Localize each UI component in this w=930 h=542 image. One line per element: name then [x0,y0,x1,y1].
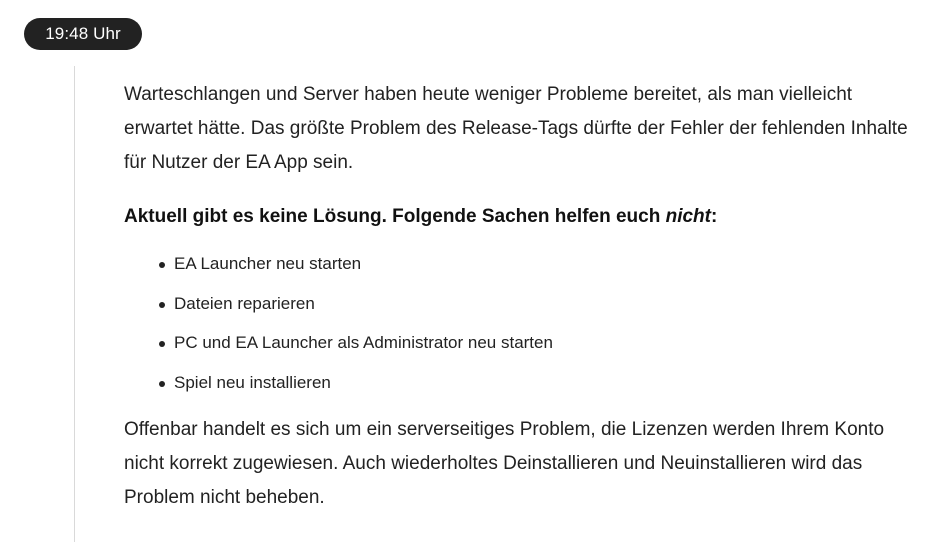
liveticker-entry [124,78,930,515]
timestamp-badge: 19:48 Uhr [24,18,142,50]
list-item [124,294,930,314]
bullet-list [124,254,930,393]
bullet-icon [159,381,165,387]
list-item-label: EA Launcher neu starten [174,254,362,273]
list-item-label: Spiel neu installieren [174,372,331,392]
outro-paragraph [124,413,930,515]
intro-line: erwartet hätte. Das größte Problem des Release-Tags dürfte der Fehler der fehlenden Inhalte [124,118,908,139]
bullet-icon [159,302,165,308]
section-heading [124,200,930,234]
intro-line: Warteschlangen und Server haben heute weniger Probleme bereitet, als man vielleicht [124,84,853,105]
bullet-icon [159,341,165,347]
timeline-divider [74,66,75,542]
intro-line: für Nutzer der EA App sein. [124,152,354,173]
list-item [124,254,930,274]
intro-paragraph [124,78,930,180]
heading-emphasis: nicht [665,206,711,227]
outro-line: nicht korrekt zugewiesen. Auch wiederholtes Deinstallieren und Neuinstallieren wird das [124,452,863,474]
list-item-label: Dateien reparieren [174,293,315,313]
heading-suffix: : [710,206,718,227]
bullet-icon [159,262,165,268]
list-item [124,333,930,353]
outro-line: Problem nicht beheben. [124,486,325,508]
outro-line: Offenbar handelt es sich um ein serverseitiges Problem, die Lizenzen werden Ihrem Konto [124,418,885,440]
list-item-label: PC und EA Launcher als Administrator neu starten [174,333,553,352]
list-item [124,373,930,393]
heading-text: Aktuell gibt es keine Lösung. Folgende Sachen helfen euch [124,206,666,227]
